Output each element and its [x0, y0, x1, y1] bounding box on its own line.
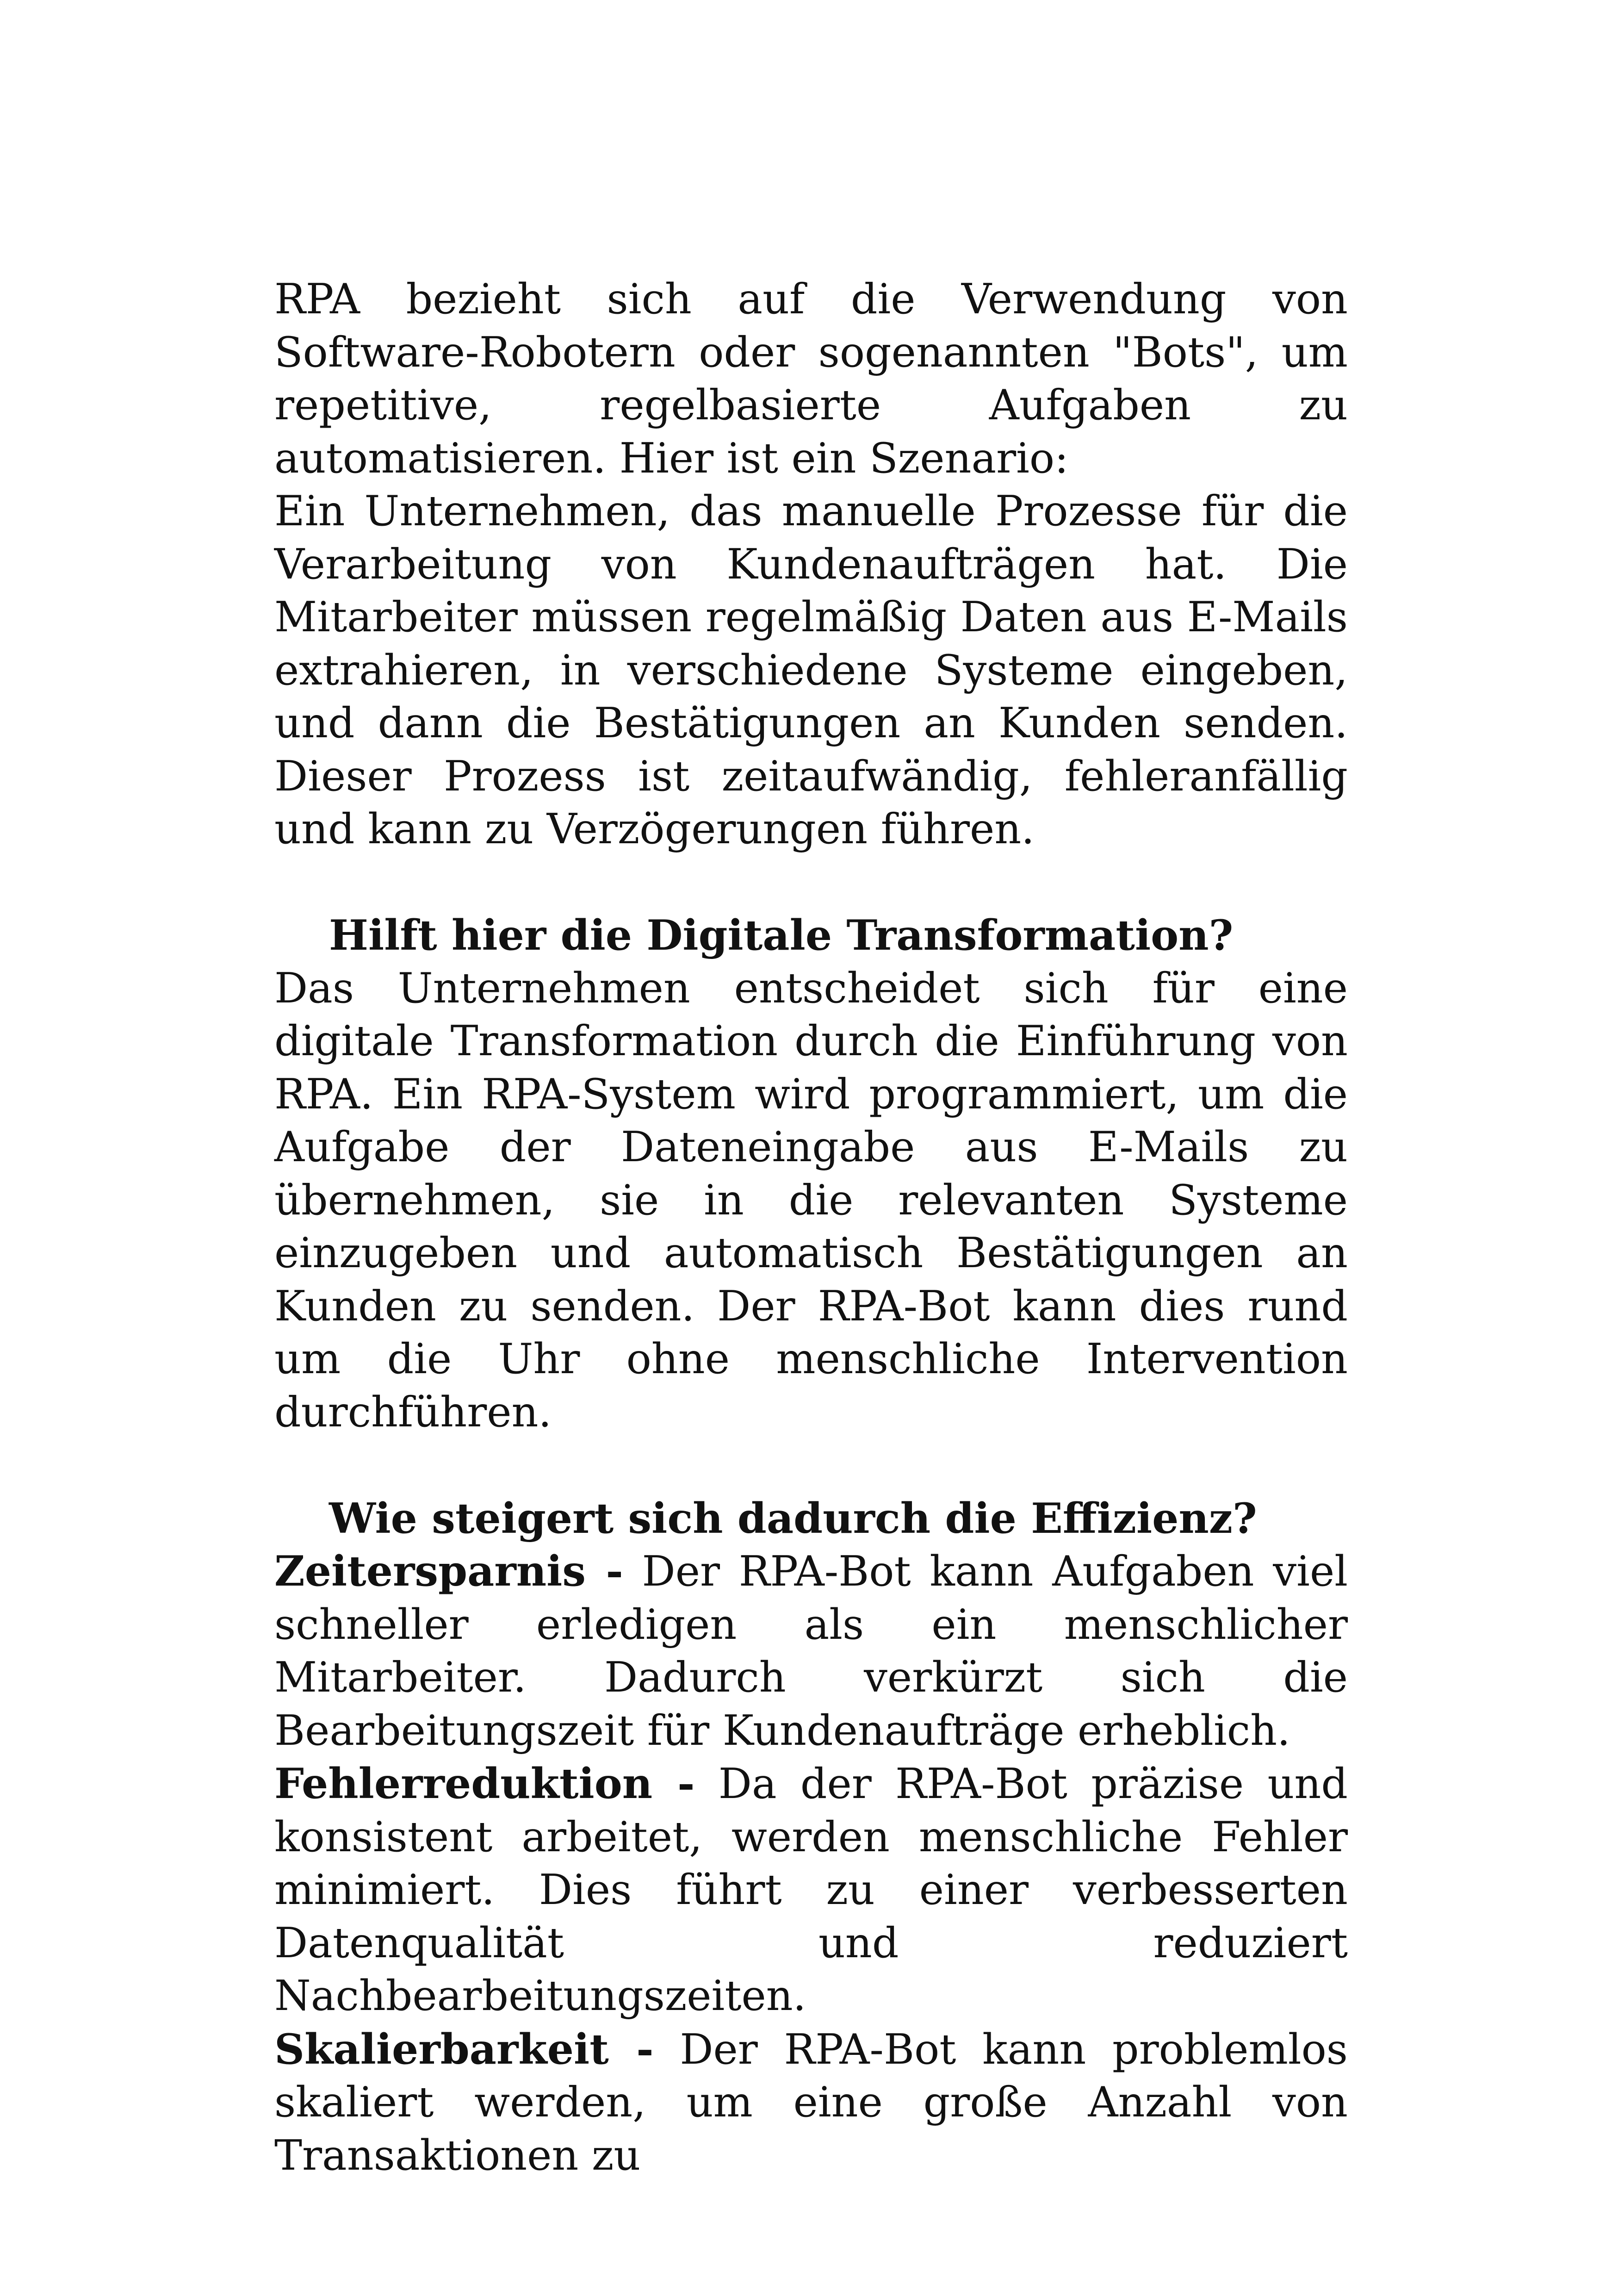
list-item: [274, 1757, 1348, 2023]
list-item: [274, 1545, 1348, 1757]
item-term-fehlerreduktion: Fehlerreduktion -: [274, 1759, 695, 1808]
list-item: [274, 2023, 1348, 2183]
item-text-skalierbarkeit: Der RPA-Bot kann problemlos skaliert werden, um eine große Anzahl von Transaktionen zu: [274, 2025, 1348, 2180]
section-1-heading: Hilft hier die Digitale Transformation?: [329, 911, 1234, 960]
intro-paragraph-2: Ein Unternehmen, das manuelle Prozesse für die Verarbeitung von Kundenaufträgen hat. Die Mitarbeiter müssen regelmäßig Daten aus E-Mails extrahieren, in verschiedene Systeme eingeben, und dann die Bestätigungen an Kunden senden. Dieser Prozess ist zeitaufwändig, fehleranfällig und kann zu Verzögerungen führen.: [274, 487, 1348, 853]
item-term-zeitersparnis: Zeitersparnis -: [274, 1547, 623, 1596]
section-2-heading: Wie steigert sich dadurch die Effizienz?: [329, 1493, 1257, 1543]
section-spacer: [274, 1439, 1348, 1492]
item-text-zeitersparnis: Der RPA-Bot kann Aufgaben viel schneller erledigen als ein menschlicher Mitarbeiter. Dadurch verkürzt sich die Bearbeitungszeit für Kundenaufträge erheblich.: [274, 1547, 1348, 1755]
item-term-skalierbarkeit: Skalierbarkeit -: [274, 2024, 654, 2074]
section-1-paragraph: Das Unternehmen entscheidet sich für eine digitale Transformation durch die Einführung von RPA. Ein RPA-System wird programmiert, um die Aufgabe der Dateneingabe aus E-Mails zu übernehmen, sie in die relevanten Systeme einzugeben und automatisch Bestätigungen an Kunden zu senden. Der RPA-Bot kann dies rund um die Uhr ohne menschliche Intervention durchführen.: [274, 964, 1348, 1437]
section-spacer: [274, 856, 1348, 909]
document-body: [274, 273, 1348, 2182]
item-text-fehlerreduktion: Da der RPA-Bot präzise und konsistent arbeitet, werden menschliche Fehler minimiert. Dies führt zu einer verbesserten Datenqualität und reduziert Nachbearbeitungszeiten.: [274, 1760, 1348, 2020]
intro-paragraph-1: RPA bezieht sich auf die Verwendung von Software-Robotern oder sogenannten "Bots", um repetitive, regelbasierte Aufgaben zu automatisieren. Hier ist ein Szenario:: [274, 275, 1348, 483]
